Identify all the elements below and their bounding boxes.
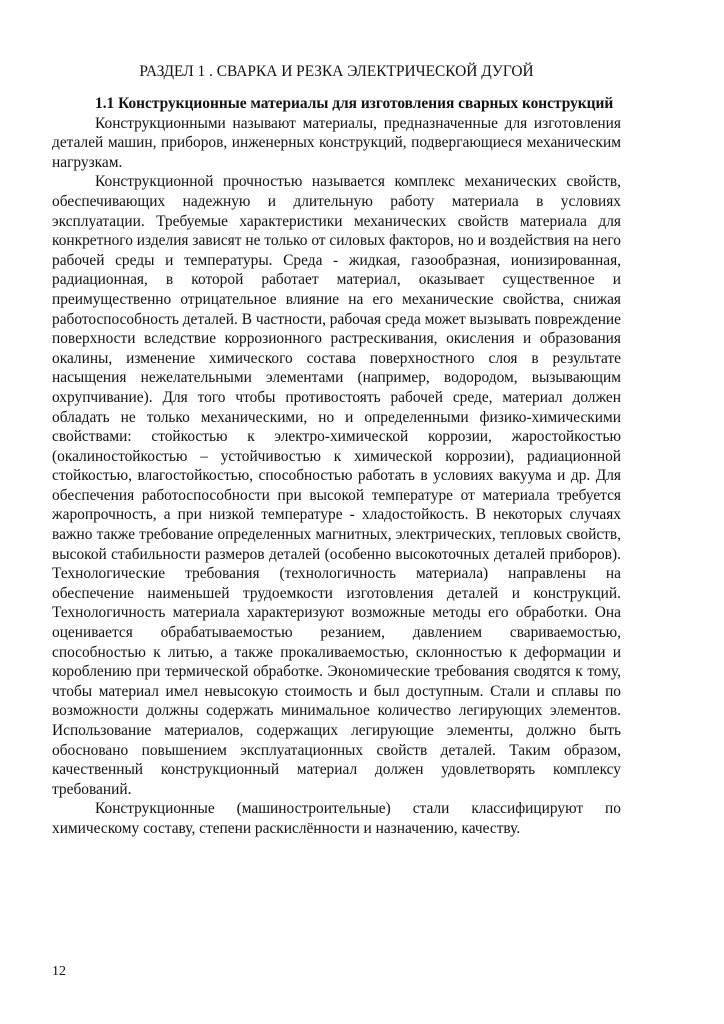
section-title: РАЗДЕЛ 1 . СВАРКА И РЕЗКА ЭЛЕКТРИЧЕСКОЙ ДУГОЙ [139,63,534,80]
page-number: 12 [52,964,66,979]
page-content [52,62,621,839]
paragraph-structural-strength: Конструкционной прочностью называется комплекс механических свойств, обеспечивающих надежную и длительную работу материала в условиях эксплуатации. Требуемые характеристики механических свойств материала для конкретного изделия зависят не только от силовых факторов, но и воздействия на него рабочей среды и температуры. Среда - жидкая, газообразная, ионизированная, радиационная, в которой работает материал, оказывает существенное и преимущественно отрицательное влияние на его механические свойства, снижая работоспособность деталей. В частности, рабочая среда может вызывать повреждение поверхности вследствие коррозионного растрескивания, окисления и образования окалины, изменение химического состава поверхностного слоя в результате насыщения нежелательными элементами (например, водородом, вызывающим охрупчивание). Для того чтобы противостоять рабочей среде, материал должен обладать не только механическими, но и определенными физико-химическими свойствами: стойкостью к электро-химической коррозии, жаростойкостью (окалиностойкостью – устойчивостью к химической коррозии), радиационной стойкостью, влагостойкостью, способностью работать в условиях вакуума и др. Для обеспечения работоспособности при высокой температуре от материала требуется жаропрочность, а при низкой температуре - хладостойкость. В некоторых случаях важно также требование определенных магнитных, электрических, тепловых свойств, высокой стабильности размеров деталей (особенно высокоточных деталей приборов). Технологические требования (технологичность материала) направлены на обеспечение наименьшей трудоемкости изготовления деталей и конструкций. Технологичность материала характеризуют возможные методы его обработки. Она оценивается обрабатываемостью резанием, давлением свариваемостью, способностью к литью, а также прокаливаемостью, склонностью к деформации и короблению при термической обработке. Экономические требования сводятся к тому, чтобы материал имел невысокую стоимость и был доступным. Стали и сплавы по возможности должны содержать минимальное количество легирующих элементов. Использование материалов, содержащих легирующие элементы, должно быть обосновано повышением эксплуатационных свойств деталей. Таким образом, качественный конструкционный материал должен удовлетворять комплексу требований. [52,173,621,798]
subsection-title: 1.1 Конструкционные материалы для изготовления сварных конструкций [95,95,614,112]
paragraph-steel-classification: Конструкционные (машиностроительные) стали классифицируют по химическому составу, степени раскислённости и назначению, качеству. [52,800,621,837]
paragraph-definition: Конструкционными называют материалы, предназначенные для изготовления деталей машин, приборов, инженерных конструкций, подвергающиеся механическим нагрузкам. [52,114,621,171]
